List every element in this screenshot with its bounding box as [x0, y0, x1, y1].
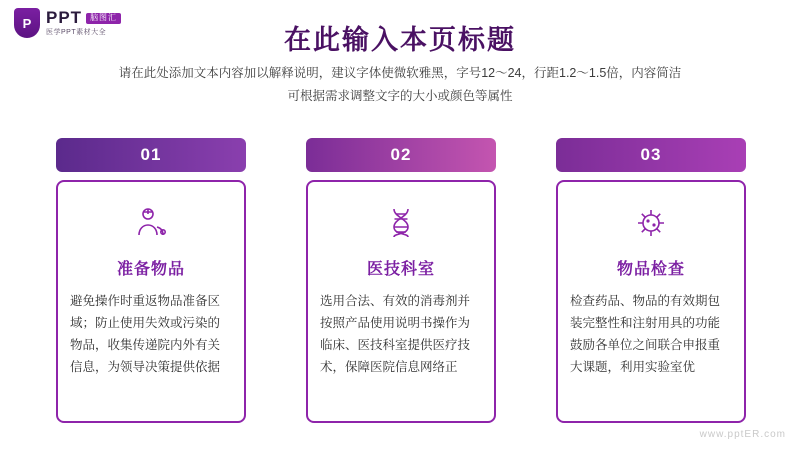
- card-number-badge: 01: [56, 138, 246, 172]
- shield-icon: P: [14, 8, 40, 38]
- logo-main-text: PPT: [46, 8, 83, 28]
- dna-icon: [320, 204, 482, 242]
- subtitle-line-2: 可根据需求调整文字的大小或颜色等属性: [287, 89, 513, 104]
- page-title: 在此输入本页标题: [284, 25, 516, 55]
- card-body: [556, 180, 746, 423]
- card-text: 检查药品、物品的有效期包装完整性和注射用具的功能鼓励各单位之间联合申报重大课题，利用实验室优: [570, 294, 721, 374]
- card-number-badge: 03: [556, 138, 746, 172]
- card-item[interactable]: [556, 138, 746, 423]
- card-text: 选用合法、有效的消毒剂并按照产品使用说明书操作为临床、医技科室提供医疗技术，保障医院信息网络正: [320, 294, 471, 374]
- card-number-badge: 02: [306, 138, 496, 172]
- card-title: 医技科室: [366, 261, 435, 278]
- watermark: www.pptER.com: [699, 429, 786, 440]
- page-subtitle: [0, 62, 800, 108]
- logo-tag: 脑图汇: [86, 13, 121, 23]
- card-list: [56, 138, 746, 423]
- subtitle-line-1: 请在此处添加文本内容加以解释说明，建议字体使微软雅黑，字号12～24，行距1.2～1.5倍，内容简洁: [118, 66, 682, 80]
- card-item[interactable]: [56, 138, 246, 423]
- card-title: 物品检查: [616, 261, 685, 278]
- card-body: [306, 180, 496, 423]
- card-body: [56, 180, 246, 423]
- logo-subtitle: 医学PPT素材大全: [46, 29, 107, 37]
- card-text: 避免操作时重返物品准备区域；防止使用失效或污染的物品，收集传递院内外有关信息，为领导决策提供依据: [70, 294, 221, 374]
- virus-icon: [570, 204, 732, 242]
- card-item[interactable]: [306, 138, 496, 423]
- doctor-icon: [70, 204, 232, 242]
- card-title: 准备物品: [116, 261, 185, 278]
